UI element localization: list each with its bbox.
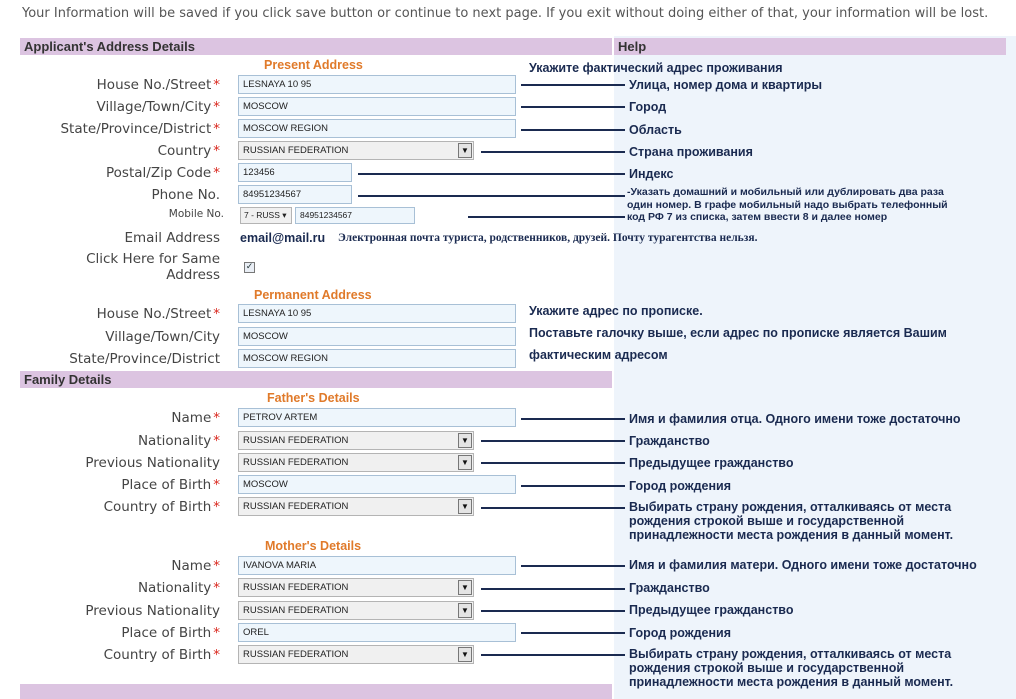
help-father-prev-citizenship: Предыдущее гражданство <box>629 456 794 470</box>
present-mobile-input[interactable]: 84951234567 <box>295 207 415 224</box>
father-prev-nationality-label: Previous Nationality <box>85 455 220 471</box>
present-postal-input[interactable]: 123456 <box>238 163 352 182</box>
family-section-header <box>20 371 612 388</box>
father-name-input[interactable]: PETROV ARTEM <box>238 408 516 427</box>
present-phone-label: Phone No. <box>151 187 220 203</box>
chevron-down-icon[interactable]: ▼ <box>458 499 472 514</box>
permanent-address-title: Permanent Address <box>254 288 372 302</box>
father-nationality-label: Nationality * <box>137 433 220 449</box>
father-details-title: Father's Details <box>267 391 360 405</box>
help-line <box>481 151 625 153</box>
help-house: Улица, номер дома и квартиры <box>629 78 823 92</box>
help-phone: -Указать домашний и мобильный или дублировать два раза один номер. В графе мобильный надо выбрать телефонный код РФ 7 из списка, затем ввести 8 и далее номер <box>627 186 948 223</box>
present-mobile-label: Mobile No. <box>168 208 224 220</box>
help-line <box>521 632 625 634</box>
chevron-down-icon: ▾ <box>282 210 287 220</box>
help-line <box>521 129 625 131</box>
present-phone-input[interactable]: 84951234567 <box>238 185 352 204</box>
present-postal-label: Postal/Zip Code * <box>106 165 220 181</box>
chevron-down-icon[interactable]: ▼ <box>458 143 472 158</box>
permanent-house-input[interactable]: LESNAYA 10 95 <box>238 304 516 323</box>
mother-name-input[interactable]: IVANOVA MARIA <box>238 556 516 575</box>
mother-nationality-label: Nationality * <box>137 580 220 596</box>
chevron-down-icon[interactable]: ▼ <box>458 580 472 595</box>
permanent-village-input[interactable]: MOSCOW <box>238 327 516 346</box>
help-line <box>468 216 625 218</box>
permanent-state-input[interactable]: MOSCOW REGION <box>238 349 516 368</box>
help-city: Город <box>629 100 667 114</box>
help-line <box>521 84 625 86</box>
mother-nationality-select[interactable]: RUSSIAN FEDERATION ▼ <box>238 578 474 597</box>
help-father-cob: Выбирать страну рождения, отталкиваясь от места рождения строкой выше и государственной принадлежности места рождения в данный момент. <box>629 500 954 542</box>
present-state-input[interactable]: MOSCOW REGION <box>238 119 516 138</box>
mother-cob-label: Country of Birth * <box>103 647 220 663</box>
present-country-select[interactable]: RUSSIAN FEDERATION ▼ <box>238 141 474 160</box>
save-notice: Your Information will be saved if you click save button or continue to next page. If you exit without doing either of that, your information will be lost. <box>22 6 989 21</box>
address-section-header <box>20 38 612 55</box>
next-section-header <box>20 684 612 699</box>
present-email-value[interactable]: email@mail.ru <box>240 231 326 245</box>
address-section-title: Applicant's Address Details <box>24 39 195 54</box>
mother-details-title: Mother's Details <box>265 539 362 553</box>
help-mother-cob: Выбирать страну рождения, отталкиваясь от места рождения строкой выше и государственной принадлежности места рождения в данный момент. <box>629 647 954 689</box>
help-line <box>481 440 625 442</box>
help-father-name: Имя и фамилия отца. Одного имени тоже достаточно <box>629 412 961 426</box>
help-line <box>481 462 625 464</box>
permanent-state-label: State/Province/District <box>69 351 220 367</box>
father-cob-label: Country of Birth * <box>103 499 220 515</box>
family-section-title: Family Details <box>24 372 112 387</box>
same-address-label: Click Here for Same Address <box>86 251 220 283</box>
help-line <box>481 610 625 612</box>
chevron-down-icon[interactable]: ▼ <box>458 647 472 662</box>
help-father-birth-city: Город рождения <box>629 479 731 493</box>
chevron-down-icon[interactable]: ▼ <box>458 603 472 618</box>
mother-name-label: Name * <box>171 558 220 574</box>
help-perm-3: фактическим адресом <box>529 348 668 362</box>
present-address-title: Present Address <box>264 58 363 72</box>
help-line <box>481 507 625 509</box>
present-country-label: Country * <box>157 143 220 159</box>
help-mother-citizenship: Гражданство <box>629 581 710 595</box>
mother-pob-label: Place of Birth * <box>121 625 220 641</box>
mobile-code-select[interactable]: 7 - RUSS ▾ <box>240 207 292 224</box>
help-line <box>521 565 625 567</box>
help-line <box>481 654 625 656</box>
help-mother-birth-city: Город рождения <box>629 626 731 640</box>
same-address-checkbox[interactable]: ✓ <box>245 262 254 272</box>
help-perm-2: Поставьте галочку выше, если адрес по прописке является Вашим <box>529 326 947 340</box>
father-nationality-select[interactable]: RUSSIAN FEDERATION ▼ <box>238 431 474 450</box>
father-pob-label: Place of Birth * <box>121 477 220 493</box>
mother-cob-select[interactable]: RUSSIAN FEDERATION ▼ <box>238 645 474 664</box>
help-present-title: Укажите фактический адрес проживания <box>529 61 783 75</box>
help-line <box>481 588 625 590</box>
help-line <box>521 485 625 487</box>
help-mother-prev-citizenship: Предыдущее гражданство <box>629 603 794 617</box>
help-country: Страна проживания <box>629 145 753 159</box>
permanent-house-label: House No./Street * <box>96 306 220 322</box>
chevron-down-icon[interactable]: ▼ <box>458 433 472 448</box>
father-name-label: Name * <box>171 410 220 426</box>
help-line <box>358 173 625 175</box>
email-help-note: Электронная почта туриста, родственников, друзей. Почту турагентства нельзя. <box>338 232 758 244</box>
help-region: Область <box>629 123 682 137</box>
permanent-village-label: Village/Town/City <box>105 329 220 345</box>
present-state-label: State/Province/District * <box>60 121 220 137</box>
help-postal: Индекс <box>629 167 674 181</box>
help-line <box>521 106 625 108</box>
present-house-label: House No./Street * <box>96 77 220 93</box>
father-cob-select[interactable]: RUSSIAN FEDERATION ▼ <box>238 497 474 516</box>
help-father-citizenship: Гражданство <box>629 434 710 448</box>
present-village-input[interactable]: MOSCOW <box>238 97 516 116</box>
present-email-label: Email Address <box>124 230 220 246</box>
father-pob-input[interactable]: MOSCOW <box>238 475 516 494</box>
mother-prev-nationality-select[interactable]: RUSSIAN FEDERATION ▼ <box>238 601 474 620</box>
mother-pob-input[interactable]: OREL <box>238 623 516 642</box>
present-village-label: Village/Town/City * <box>96 99 220 115</box>
help-line <box>358 195 625 197</box>
mother-prev-nationality-label: Previous Nationality <box>85 603 220 619</box>
chevron-down-icon[interactable]: ▼ <box>458 455 472 470</box>
help-header <box>614 38 1006 55</box>
help-title: Help <box>618 39 647 54</box>
help-mother-name: Имя и фамилия матери. Одного имени тоже достаточно <box>629 558 977 572</box>
help-line <box>521 418 625 420</box>
present-house-input[interactable]: LESNAYA 10 95 <box>238 75 516 94</box>
help-perm-1: Укажите адрес по прописке. <box>529 304 703 318</box>
father-prev-nationality-select[interactable]: RUSSIAN FEDERATION ▼ <box>238 453 474 472</box>
